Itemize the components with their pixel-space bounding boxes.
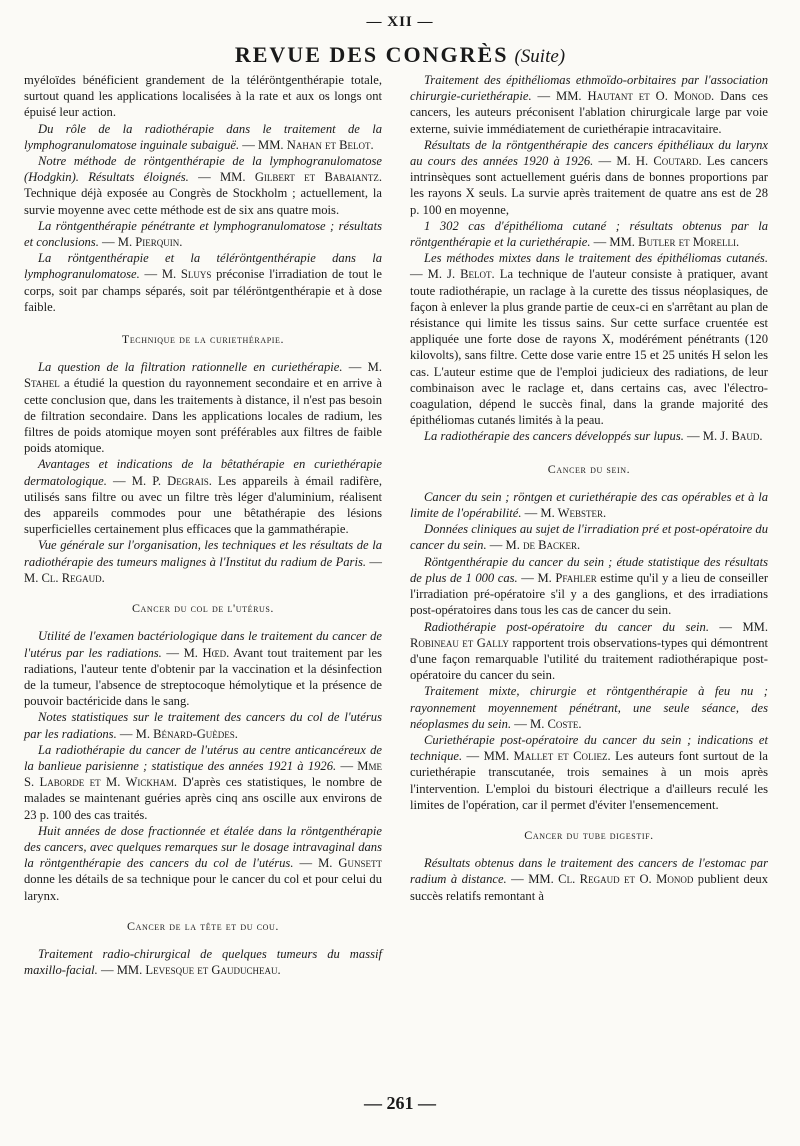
paragraph: 1 302 cas d'épithélioma cutané ; résultats obtenus par la röntgenthérapie et la curiethérapie. — MM. Butler et Morelli.	[410, 218, 768, 250]
left-column	[24, 72, 382, 978]
section-heading: Technique de la curiethérapie.	[121, 332, 285, 347]
header-title: REVUE DES CONGRÈS	[234, 42, 509, 67]
paragraph: Avantages et indications de la bêtathérapie en curiethérapie dermatologique. — M. P. Degrais. Les appareils à émail radifère, utilisés sans filtre ou avec un filtre très léger d'aluminium, réalisent des appareils commodes pour une bêtathérapie des lésions superficielles certainement plus efficaces que la gammathérapie.	[24, 457, 383, 537]
paragraph: Notes statistiques sur le traitement des cancers du col de l'utérus par les radiations. — M. Bénard-Guèdes.	[24, 710, 382, 741]
paragraph: Cancer du sein ; röntgen et curiethérapie des cas opérables et à la limite de l'opérabilité. — M. Webster.	[410, 489, 768, 521]
section-heading: Cancer du tube digestif.	[524, 827, 654, 842]
paragraph: La radiothérapie des cancers développés sur lupus. — M. J. Baud.	[424, 429, 763, 444]
paragraph: Données cliniques au sujet de l'irradiation pré et post-opératoire du cancer du sein. — M. de Backer.	[410, 522, 768, 553]
paragraph: Les méthodes mixtes dans le traitement des épithéliomas cutanés. — M. J. Belot. La technique de l'auteur consiste à pratiquer, avant toute radiothérapie, un raclage à la curette des tissus néoplasiques, de façon à enlever la plus grande partie de ceux-ci en s'arrêtant au plan de résistance qui limite les tissus sains. Sur cette surface cruentée est appliquée une forte dose de rayons X, modérément pénétrants (120 kilovolts), sans filtre. Cette dose varie entre 15 et 25 unités H selon les cas. L'auteur estime que de l'emploi judicieux des radiations, de leur combinaison avec le raclage et, dans certains cas, avec l'électro-coagulation, dépend le succès final, dans la grande majorité des épithéliomas cutanés limités à la peau.	[410, 251, 768, 428]
paragraph: myéloïdes bénéficient grandement de la téléröntgenthérapie totale, surtout quand les applications localisées à la rate et aux os longs ont épuisé leur action.	[24, 73, 382, 120]
paragraph: Vue générale sur l'organisation, les techniques et les résultats de la radiothérapie des tumeurs malignes à l'Institut du radium de Paris. — M. Cl. Regaud.	[24, 538, 382, 585]
paragraph: Traitement mixte, chirurgie et röntgenthérapie à feu nu ; rayonnement moyennement pénétrant, une seule séance, des néoplasmes du sein. — M. Coste.	[410, 684, 768, 731]
paragraph: Utilité de l'examen bactériologique dans le traitement du cancer de l'utérus par les radiations. — M. Hœd. Avant tout traitement par les radiations, l'auteur tente d'obtenir par la vaccination et la désinfection de la tumeur, l'absence de streptocoque hémolytique et la présence de pouvoir bactéricide dans le sang.	[24, 629, 382, 709]
right-column	[410, 72, 768, 904]
paragraph: Du rôle de la radiothérapie dans le traitement de la lymphogranulomatose inguinale subaiguë. — MM. Nahan et Belot.	[24, 121, 382, 152]
section-heading: Cancer du sein.	[547, 461, 631, 476]
paragraph: Notre méthode de röntgenthérapie de la lymphogranulomatose (Hodgkin). Résultats éloignés. — MM. Gilbert et Babaiantz. Technique déjà exposée au Congrès de Stockholm ; actuellement, la survie moyenne avec cette méthode est de six ans quatre mois.	[24, 154, 382, 217]
paragraph: La röntgenthérapie pénétrante et lymphogranulomatose ; résultats et conclusions. — M. Pierquin.	[24, 218, 382, 250]
paragraph: Radiothérapie post-opératoire du cancer du sein. — MM. Robineau et Gally rapportent trois observations-types qui démontrent d'une façon remarquable l'utilité du traitement radiothérapique post-opératoire du cancer du sein.	[410, 619, 768, 683]
paragraph: La radiothérapie du cancer de l'utérus au centre anticancéreux de la banlieue parisienne ; statistique des années 1921 à 1926. — Mme S. Laborde et M. Wickham. D'après ces statistiques, le nombre de malades se maintenant guéries après cinq ans oscille aux environs de 23 p. 100 des cas traités.	[24, 742, 382, 822]
paragraph: Huit années de dose fractionnée et étalée dans la röntgenthérapie des cancers, avec quelques remarques sur le dosage intravaginal dans la röntgenthérapie des cancers du col de l'utérus. — M. Gunsett donne les détails de sa technique pour le cancer du col et pour celui du larynx.	[24, 823, 383, 903]
page-number: — 261 —	[364, 1093, 436, 1113]
header-suite: (Suite)	[514, 46, 566, 67]
paragraph: Curiethérapie post-opératoire du cancer du sein ; indications et technique. — MM. Mallet et Coliez. Les auteurs font surtout de la curiethérapie transcutanée, trois semaines à un mois après l'intervention. L'emploi du bistouri électrique a d'ailleurs reculé les limites de l'opération, car il permet d'éviter l'ensemencement.	[410, 732, 768, 812]
paragraph: Résultats de la röntgenthérapie des cancers épithéliaux du larynx au cours des années 1920 à 1926. — M. H. Coutard. Les cancers intrinsèques sont actuellement guéris dans de bonnes proportions par les rayons X seuls. La survie après traitement de quatre ans est de 28 p. 100 en moyenne,	[410, 137, 768, 217]
paragraph: Traitement radio-chirurgical de quelques tumeurs du massif maxillo-facial. — MM. Levesque et Gauducheau.	[24, 946, 382, 978]
section-heading: Cancer de la tête et du cou.	[126, 918, 279, 933]
paragraph: Résultats obtenus dans le traitement des cancers de l'estomac par radium à distance. — MM. Cl. Regaud et O. Monod publient deux succès relatifs remontant à	[410, 856, 768, 903]
paragraph: Röntgenthérapie du cancer du sein ; étude statistique des résultats de plus de 1 000 cas. — M. Pfahler estime qu'il y a lieu de conseiller l'irradiation pré-opératoire s'il y a des ganglions, et des irradiations post-opératoires dans tous les cas de cancer du sein.	[410, 554, 769, 618]
running-header	[0, 42, 800, 68]
folio: — XII —	[366, 14, 434, 30]
section-heading: Cancer du col de l'utérus.	[131, 601, 275, 616]
paragraph: La röntgenthérapie et la téléröntgenthérapie dans la lymphogranulomatose. — M. Sluys préconise l'irradiation de tout le corps, soit par champs séparés, soit par téléröntgenthérapie et à dose faible.	[24, 251, 382, 314]
paragraph: La question de la filtration rationnelle en curiethérapie. — M. Stahel a étudié la question du rayonnement secondaire et en arrive à cette conclusion que, dans les traitements à distance, il n'est pas besoin de filtration secondaire. Dans les applications locales de radium, les filtres de poids atomique moyen sont préférables aux filtres de faible poids atomique.	[24, 360, 382, 456]
paragraph: Traitement des épithéliomas ethmoïdo-orbitaires par l'association chirurgie-curiethérapie. — MM. Hautant et O. Monod. Dans ces cancers, les auteurs préconisent l'ablation chirurgicale large par voie externe, suivie immédiatement de curiethérapie intracavitaire.	[410, 73, 768, 136]
